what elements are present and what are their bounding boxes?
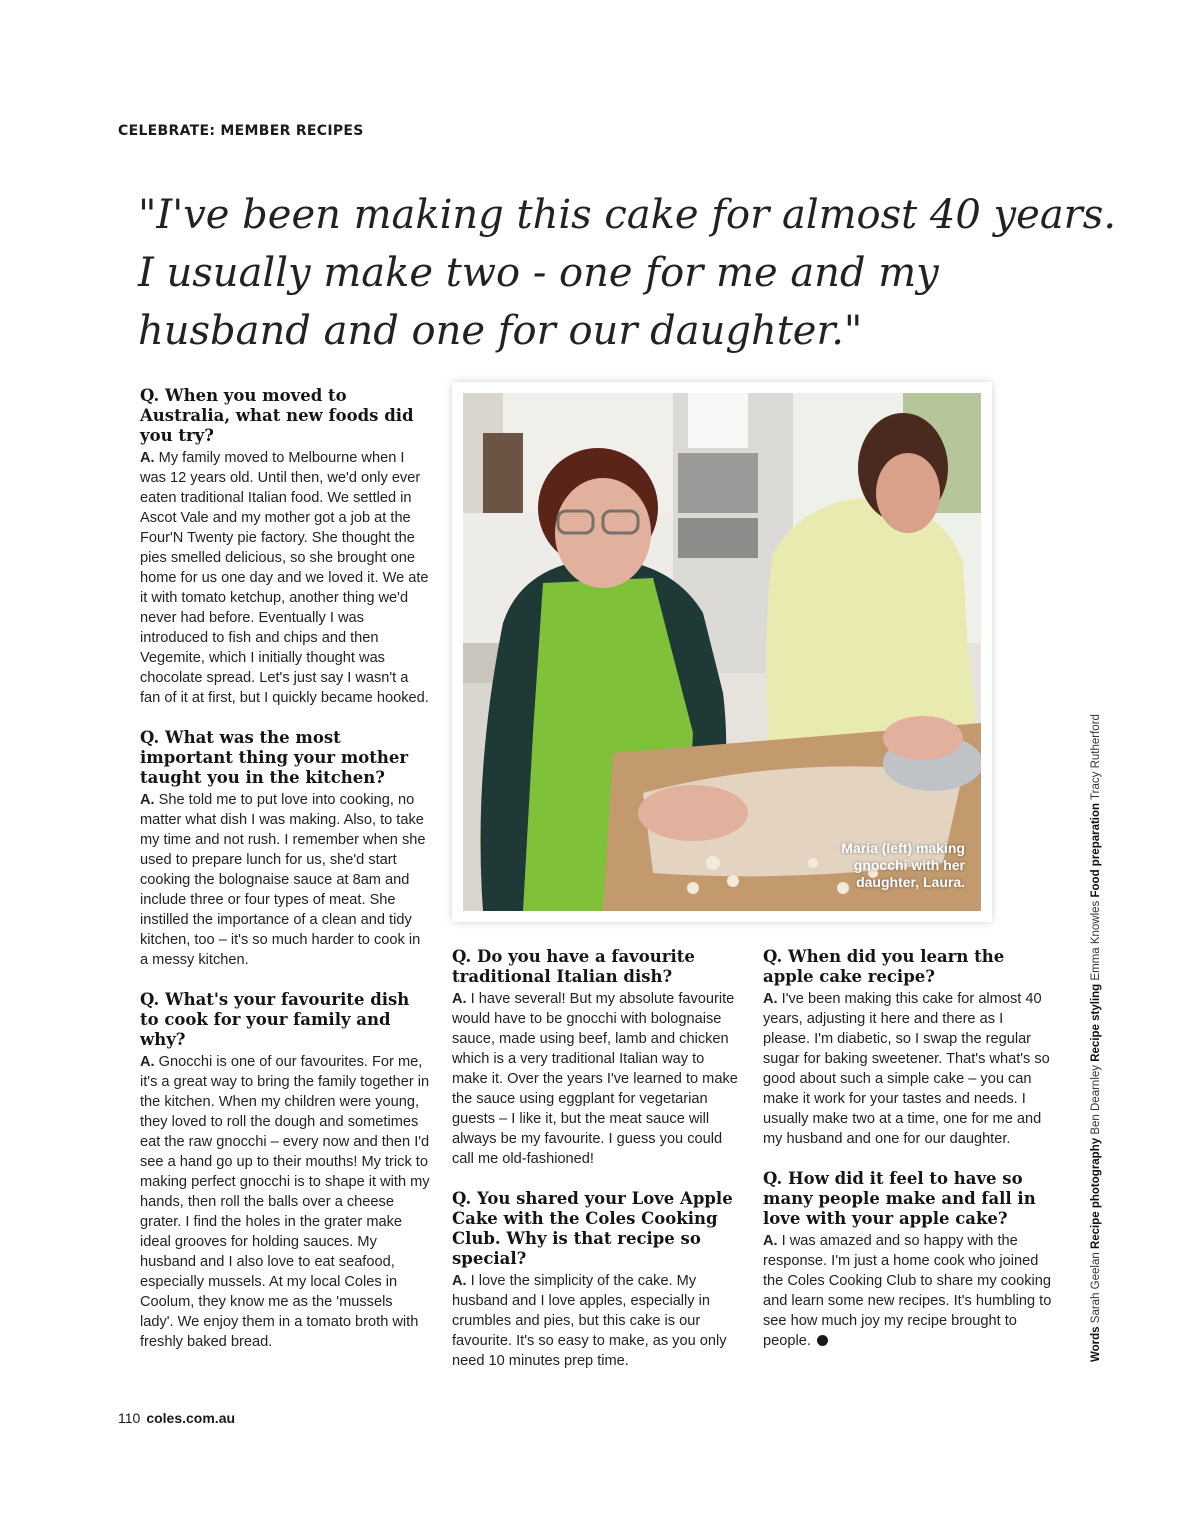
answer-text [763,989,1053,1149]
question-heading: Q. Do you have a favourite traditional Italian dish? [452,947,695,986]
answer-body: I was amazed and so happy with the response. I'm just a home cook who joined the Coles Cooking Club to share my cooking and learn some new recipes. It's humbling to see how much joy my recipe brought to people. [763,1233,1052,1349]
answer-prefix: A. [140,792,155,808]
answer-body: Gnocchi is one of our favourites. For me, it's a great way to bring the family together in the kitchen. When my children were young, they loved to roll the dough and sometimes eat the raw gnocchi – every now and then I'd see a hand go up to their mouths! My trick to making perfect gnocchi is to shape it with my hands, then roll the balls over a cheese grater. I find the holes in the grater make ideal grooves for holding sauces. My husband and I also love to eat seafood, especially mussels. At my local Coles in Coolum, they know me as the 'mussels lady'. We enjoy them in a tomato broth with freshly baked bread. [140,1054,430,1350]
answer-text [452,989,742,1169]
site-link[interactable]: coles.com.au [146,1410,236,1426]
answer-prefix: A. [140,1054,155,1070]
section-label: CELEBRATE: MEMBER RECIPES [118,123,364,139]
pull-quote-line: "I've been making this cake for almost 40 years. [138,192,1117,238]
qa-block [140,728,430,970]
credit-role: Words [1090,1326,1102,1362]
credit-name: Tracy Rutherford [1090,714,1102,800]
credit-name: Ben Dearnley [1090,1064,1102,1135]
photo-frame [452,382,992,922]
kitchen-photo [463,393,981,911]
question-heading: Q. When you moved to Australia, what new foods did you try? [140,386,414,445]
answer-body: My family moved to Melbourne when I was 12 years old. Until then, we'd only ever eaten traditional Italian food. We settled in Ascot Vale and my mother got a job at the Four'N Twenty pie factory. She thought the pies smelled delicious, so she brought one home for us one day and we loved it. We ate it with tomato ketchup, another thing we'd never had before. Eventually I was introduced to fish and chips and then Vegemite, which I initially thought was chocolate spread. Let's just say I wasn't a fan of it at first, but I quickly became hooked. [140,450,429,706]
qa-block [763,1169,1053,1351]
photo-credits [1090,714,1102,1362]
page-footer [118,1410,235,1426]
question-heading: Q. You shared your Love Apple Cake with the Coles Cooking Club. Why is that recipe so special? [452,1189,733,1268]
qa-block [452,947,742,1169]
answer-body: I've been making this cake for almost 40 years, adjusting it here and there as I please. I'm diabetic, so I swap the regular sugar for baking sweetener. That's what's so good about such a simple cake – you can make it work for your tastes and needs. I usually make two at a time, one for me and my husband and one for our daughter. [763,991,1050,1147]
answer-body: I have several! But my absolute favourite would have to be gnocchi with bolognaise sauce, made using beef, lamb and chicken which is a very traditional Italian way to make it. Over the years I've learned to make the sauce using eggplant for vegetarian guests – I like it, but the meat sauce will always be my favourite. I guess you could call me old-fashioned! [452,991,738,1167]
credit-role: Recipe photography [1090,1137,1102,1250]
qa-block [140,990,430,1352]
credit-name: Emma Knowles [1090,900,1102,981]
answer-text [763,1231,1053,1351]
question-heading: Q. What was the most important thing your mother taught you in the kitchen? [140,728,409,787]
credit-role: Recipe styling [1090,983,1102,1062]
pull-quote [138,186,1117,360]
article-column-2 [452,947,742,1391]
pull-quote-line: I usually make two - one for me and my [138,250,939,296]
article-column-1 [140,386,430,1372]
answer-text [452,1271,742,1371]
answer-text [140,448,430,708]
answer-prefix: A. [452,1273,467,1289]
pull-quote-line: husband and one for our daughter." [138,308,863,354]
kitchen-photo-illustration [463,393,981,911]
question-heading: Q. How did it feel to have so many people make and fall in love with your apple cake? [763,1169,1036,1228]
page-number: 110 [118,1410,141,1426]
qa-block [452,1189,742,1371]
answer-body: She told me to put love into cooking, no matter what dish I was making. Also, to take my time and not rush. I remember when she used to prepare lunch for us, she'd start cooking the bolognaise sauce at 8am and include three or four types of meat. She instilled the importance of a clean and tidy kitchen, too – it's so much harder to cook in a messy kitchen. [140,792,426,968]
photo-caption: Maria (left) making gnocchi with her daughter, Laura. [841,840,965,890]
answer-prefix: A. [140,450,155,466]
answer-text [140,790,430,970]
qa-block [140,386,430,708]
credit-name: Sarah Geelan [1090,1252,1102,1324]
end-of-article-dot [817,1335,828,1346]
credit-role: Food preparation [1090,802,1102,898]
answer-body: I love the simplicity of the cake. My husband and I love apples, especially in crumbles and pies, but this cake is our favourite. It's so easy to make, as you only need 10 minutes prep time. [452,1273,727,1369]
answer-prefix: A. [452,991,467,1007]
answer-text [140,1052,430,1352]
question-heading: Q. When did you learn the apple cake recipe? [763,947,1005,986]
qa-block [763,947,1053,1149]
article-column-3 [763,947,1053,1371]
question-heading: Q. What's your favourite dish to cook for your family and why? [140,990,410,1049]
answer-prefix: A. [763,991,778,1007]
answer-prefix: A. [763,1233,778,1249]
